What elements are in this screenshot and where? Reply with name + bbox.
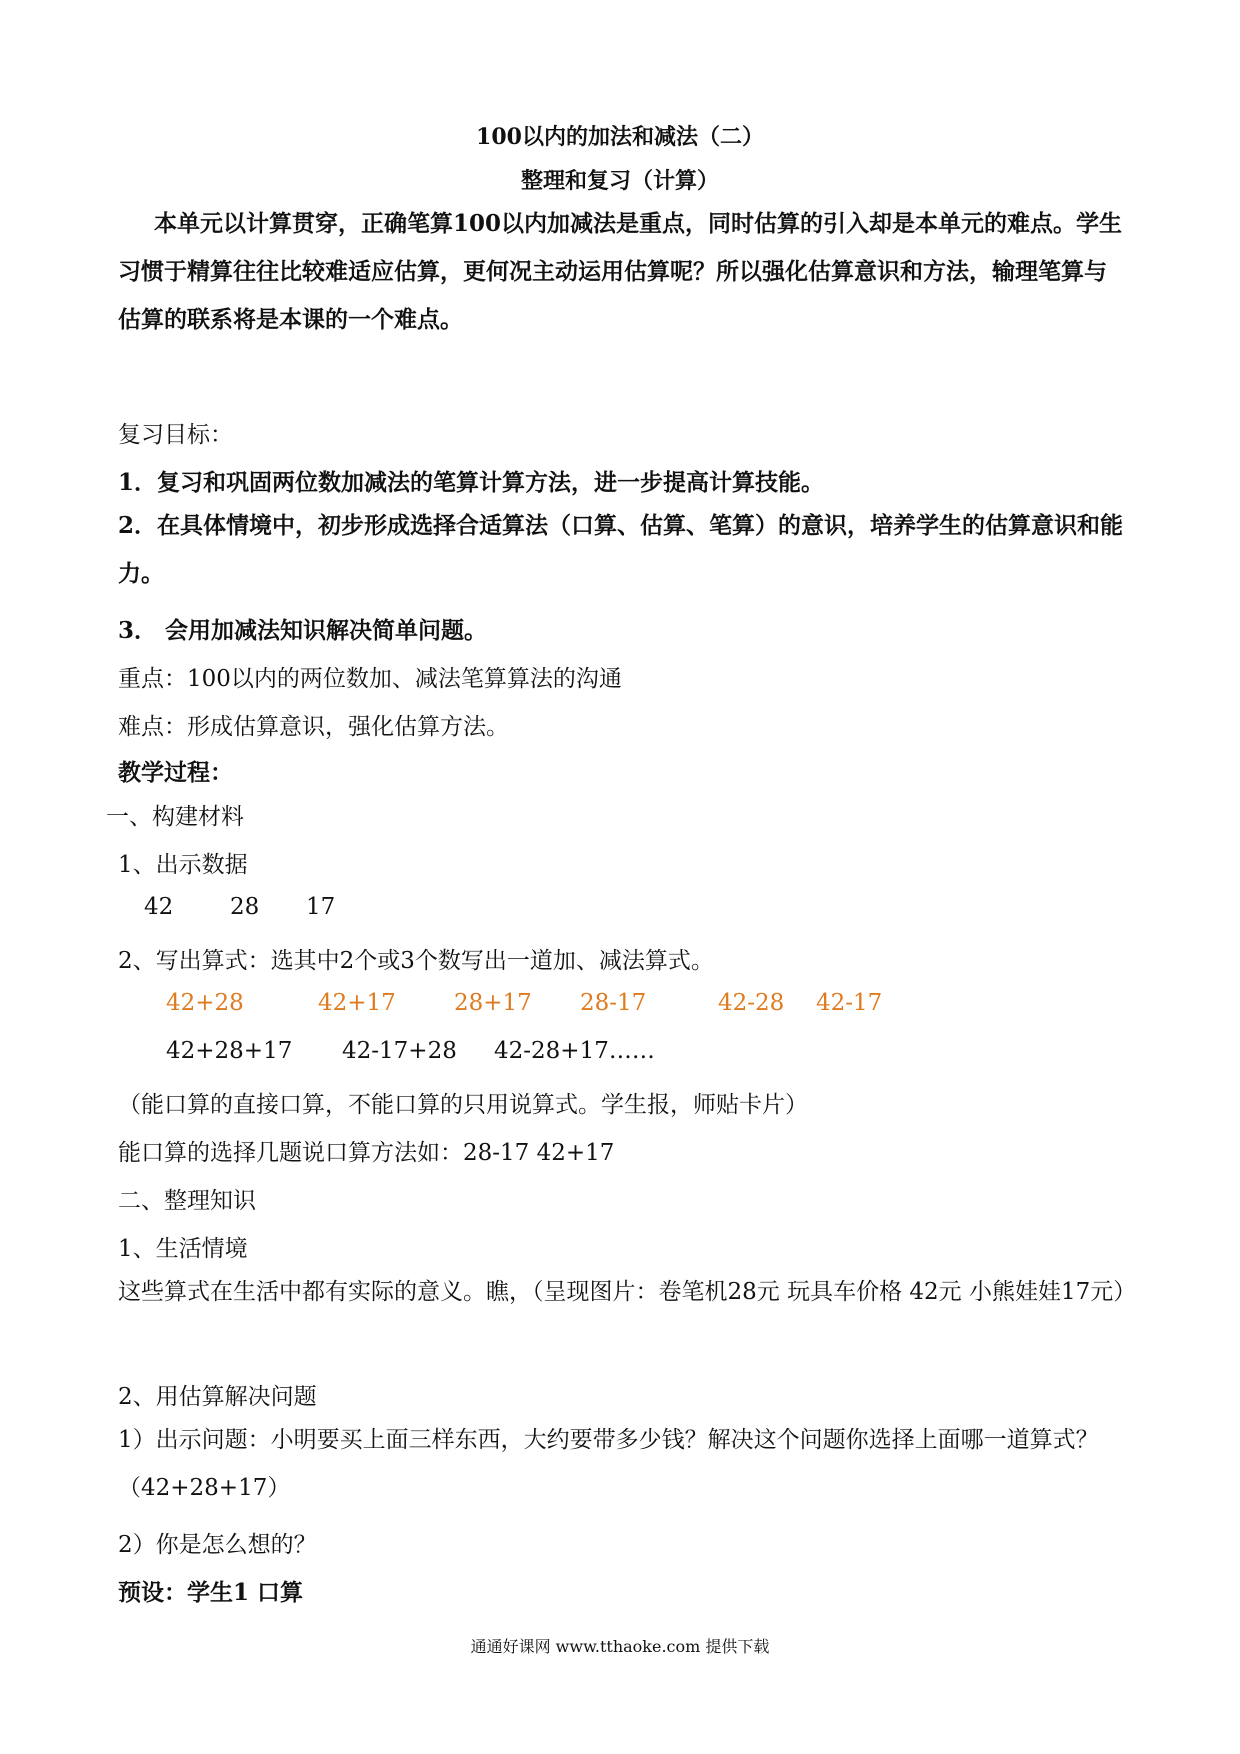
step-1: 1、出示数据 xyxy=(118,852,248,878)
page-footer: 通通好课网 www.tthaoke.com 提供下载 xyxy=(470,1637,770,1656)
number-item: 42 xyxy=(144,894,174,920)
title-sub: 整理和复习（计算） xyxy=(520,168,719,194)
process-heading: 教学过程： xyxy=(118,759,233,786)
step-life: 1、生活情境 xyxy=(118,1236,248,1262)
number-item: 17 xyxy=(306,894,336,920)
formulas-three-row xyxy=(0,1038,1240,1068)
question-1: 1）出示问题：小明要买上面三样东西，大约要带多少钱？解决这个问题你选择上面哪一道算式？（42+28+17） xyxy=(118,1427,1099,1501)
step-estimate: 2、用估算解决问题 xyxy=(118,1384,317,1410)
formulas-two-row xyxy=(0,990,1240,1020)
formula-item: 28+17 xyxy=(454,990,532,1016)
goal-3: 3． 会用加减法知识解决简单问题。 xyxy=(118,617,488,644)
formula-item: 42-17+28 xyxy=(342,1038,457,1064)
goal-2: 2．在具体情境中，初步形成选择合适算法（口算、估算、笔算）的意识，培养学生的估算意识和能力。 xyxy=(118,512,1124,587)
difficulty: 难点：形成估算意识，强化估算方法。 xyxy=(118,714,509,740)
goals-heading: 复习目标： xyxy=(118,422,233,448)
number-item: 28 xyxy=(230,894,260,920)
life-text: 这些算式在生活中都有实际的意义。瞧，（呈现图片：卷笔机28元 玩具车价格 42元 小熊娃娃17元） xyxy=(118,1279,1137,1305)
preset: 预设：学生1 口算 xyxy=(118,1579,304,1606)
formula-item: 42+28+17 xyxy=(166,1038,293,1064)
section-1-heading: 一、构建材料 xyxy=(106,804,244,830)
intro-paragraph xyxy=(118,200,1128,344)
question-2: 2）你是怎么想的？ xyxy=(118,1532,317,1558)
section-2-heading: 二、整理知识 xyxy=(118,1188,256,1214)
formula-item: 42-28 xyxy=(718,990,785,1016)
key-point: 重点：100以内的两位数加、减法笔算算法的沟通 xyxy=(118,666,622,692)
note: （能口算的直接口算，不能口算的只用说算式。学生报，师贴卡片） xyxy=(118,1092,808,1118)
formula-item: 42-28+17…… xyxy=(494,1038,655,1064)
formula-item: 42+17 xyxy=(318,990,396,1016)
title-main: 100以内的加法和减法（二） xyxy=(476,124,764,150)
oral-calculation: 能口算的选择几题说口算方法如：28-17 42+17 xyxy=(118,1140,615,1166)
numbers-row xyxy=(0,894,1240,924)
formula-item: 28-17 xyxy=(580,990,647,1016)
formula-item: 42-17 xyxy=(816,990,883,1016)
goal-1: 1．复习和巩固两位数加减法的笔算计算方法，进一步提高计算技能。 xyxy=(118,469,825,496)
formula-item: 42+28 xyxy=(166,990,244,1016)
intro-text: 本单元以计算贯穿，正确笔算100以内加减法是重点，同时估算的引入却是本单元的难点。学生习惯于精算往往比较难适应估算，更何况主动运用估算呢？所以强化估算意识和方法，输理笔算与估算的联系将是本课的一个难点。 xyxy=(118,210,1123,333)
step-2: 2、写出算式：选其中2个或3个数写出一道加、减法算式。 xyxy=(118,948,714,974)
